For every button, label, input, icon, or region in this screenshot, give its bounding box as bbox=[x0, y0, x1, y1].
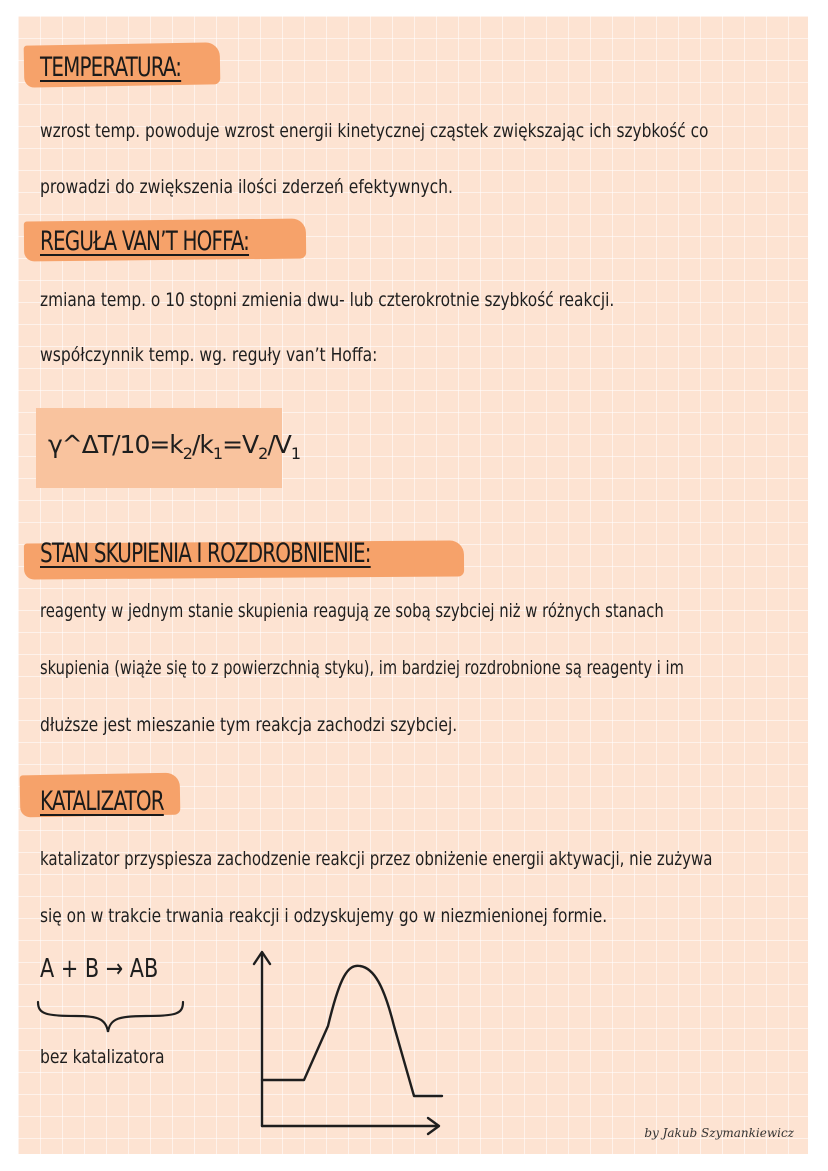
signature: by Jakub Szymankiewicz bbox=[644, 1126, 794, 1140]
vant-hoff-formula: $\gamma\^{}\Delta T/10=k_2/k_1=V_2/V_1$ bbox=[48, 430, 301, 463]
heading-katalizator: KATALIZATOR bbox=[40, 786, 164, 817]
stan-line-2: skupienia (wiąże się to z powierzchnią styku), im bardziej rozdrobnione są reagenty i im bbox=[40, 657, 684, 679]
heading-vant-hoff: REGUŁA VAN’T HOFFA: bbox=[40, 226, 250, 257]
note-page bbox=[18, 16, 808, 1154]
temperatura-line-1: wzrost temp. powoduje wzrost energii kinetycznej cząstek zwiększając ich szybkość co bbox=[40, 120, 709, 142]
stan-line-1: reagenty w jednym stanie skupienia reagują ze sobą szybciej niż w różnych stanach bbox=[40, 600, 664, 622]
heading-stan-skupienia: STAN SKUPIENIA I ROZDROBNIENIE: bbox=[40, 538, 371, 569]
katalizator-line-1: katalizator przyspiesza zachodzenie reakcji przez obniżenie energii aktywacji, nie zużywa bbox=[40, 848, 713, 870]
reaction-curve bbox=[262, 966, 442, 1096]
katalizator-line-2: się on w trakcie trwania reakcji i odzyskujemy go w niezmienionej formie. bbox=[40, 905, 608, 927]
curly-brace-icon bbox=[36, 998, 186, 1038]
energy-diagram bbox=[248, 946, 448, 1136]
reaction-equation: A + B → AB bbox=[40, 954, 159, 984]
brace-label: bez katalizatora bbox=[40, 1046, 165, 1068]
vant-hoff-line-2: współczynnik temp. wg. reguły van’t Hoffa: bbox=[40, 344, 378, 366]
heading-temperatura: TEMPERATURA: bbox=[40, 52, 182, 83]
vant-hoff-line-1: zmiana temp. o 10 stopni zmienia dwu- lub czterokrotnie szybkość reakcji. bbox=[40, 289, 615, 311]
stan-line-3: dłuższe jest mieszanie tym reakcja zachodzi szybciej. bbox=[40, 714, 458, 736]
formula-box bbox=[36, 408, 301, 488]
temperatura-line-2: prowadzi do zwiększenia ilości zderzeń efektywnych. bbox=[40, 176, 453, 198]
